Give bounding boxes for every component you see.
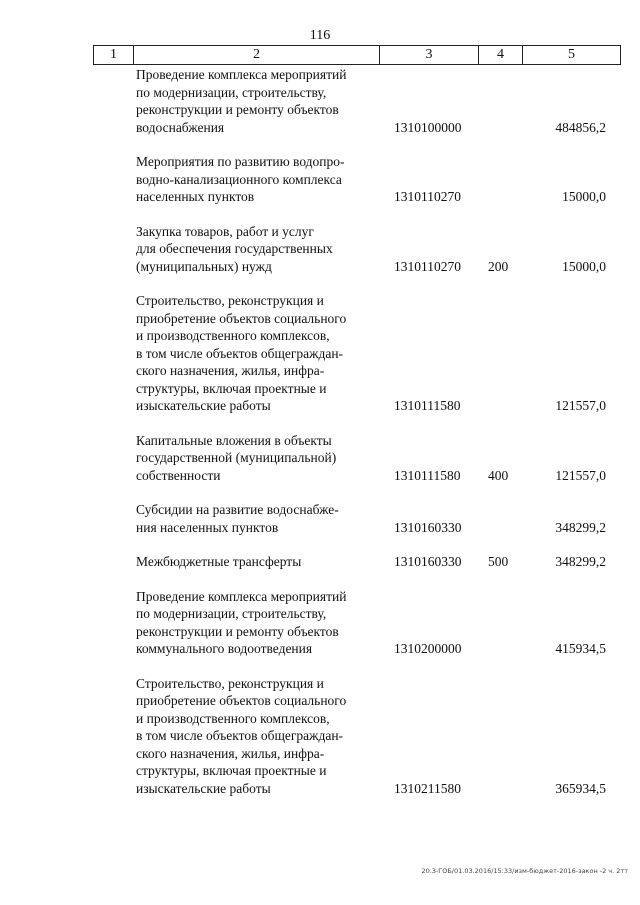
footer-note: 20.3-ГОБ/01.03.2016/15:33/изм-бюджет-2016-закон -2 ч. 2тт (421, 867, 628, 875)
header-col-4: 4 (479, 46, 523, 64)
row-amount: 484856,2 (555, 119, 606, 135)
header-col-5: 5 (523, 46, 621, 64)
description-line: по модернизации, строительству, (136, 84, 327, 100)
row-amount: 121557,0 (555, 467, 606, 483)
row-amount: 121557,0 (555, 398, 606, 413)
description-line: ского назначения, жилья, инфра- (136, 363, 325, 378)
table-row (136, 153, 606, 206)
row-description (136, 588, 377, 658)
row-expense-type: 500 (488, 554, 509, 569)
description-line: (муниципальных) нужд (136, 258, 272, 274)
row-code: 1310200000 (394, 641, 462, 656)
row-code: 1310160330 (394, 519, 462, 535)
row-description (136, 553, 377, 571)
description-line: населенных пунктов (136, 189, 255, 204)
row-code: 1310100000 (394, 119, 462, 135)
description-line: приобретение объектов социального (136, 693, 347, 708)
description-line: в том числе объектов общеграждан- (136, 728, 344, 743)
row-description (136, 66, 377, 136)
description-line: изыскательские работы (136, 780, 271, 796)
description-line: изыскательские работы (136, 398, 271, 413)
description-line: Строительство, реконструкция и (136, 293, 324, 308)
description-line: приобретение объектов социального (136, 310, 347, 326)
description-line: Межбюджетные трансферты (136, 554, 302, 569)
row-description (136, 501, 377, 536)
description-line: государственной (муниципальной) (136, 450, 337, 465)
table-body (136, 66, 606, 814)
row-code: 1310160330 (394, 554, 462, 569)
description-line: ского назначения, жилья, инфра- (136, 745, 325, 761)
description-line: структуры, включая проектные и (136, 380, 327, 396)
header-col-3: 3 (380, 46, 479, 64)
description-line: по модернизации, строительству, (136, 606, 327, 621)
header-col-1: 1 (93, 46, 134, 64)
description-line: реконструкции и ремонту объектов (136, 623, 339, 639)
row-code: 1310111580 (394, 467, 461, 483)
table-row (136, 675, 606, 798)
description-line: коммунального водоотведения (136, 641, 313, 656)
row-description (136, 223, 377, 276)
table-row (136, 553, 606, 571)
page-number: 116 (309, 28, 331, 43)
row-code: 1310211580 (394, 780, 461, 796)
row-description (136, 432, 377, 485)
row-description (136, 675, 377, 798)
description-line: для обеспечения государственных (136, 241, 333, 256)
description-line: и производственного комплексов, (136, 328, 330, 343)
row-amount: 348299,2 (555, 519, 606, 535)
description-line: водоснабжения (136, 119, 225, 135)
table-header (93, 45, 621, 65)
row-code: 1310110270 (394, 189, 461, 204)
description-line: Проведение комплекса мероприятий (136, 67, 347, 82)
description-line: Мероприятия по развитию водопро- (136, 154, 345, 169)
table-row (136, 66, 606, 136)
header-col-2: 2 (134, 46, 380, 64)
description-line: ния населенных пунктов (136, 519, 279, 535)
table-row (136, 223, 606, 276)
row-amount: 415934,5 (555, 641, 606, 656)
row-code: 1310111580 (394, 398, 461, 413)
description-line: реконструкции и ремонту объектов (136, 102, 339, 117)
row-amount: 15000,0 (562, 189, 606, 204)
row-amount: 15000,0 (562, 258, 606, 274)
table-row (136, 432, 606, 485)
row-description (136, 292, 377, 415)
table-row (136, 292, 606, 415)
table-row (136, 588, 606, 658)
row-description (136, 153, 377, 206)
row-amount: 348299,2 (555, 554, 606, 569)
row-amount: 365934,5 (555, 780, 606, 796)
description-line: Закупка товаров, работ и услуг (136, 223, 314, 239)
description-line: и производственного комплексов, (136, 710, 330, 726)
row-expense-type: 200 (488, 258, 509, 274)
description-line: водно-канализационного комплекса (136, 171, 342, 187)
description-line: Субсидии на развитие водоснабже- (136, 502, 339, 517)
description-line: собственности (136, 467, 221, 483)
description-line: в том числе объектов общеграждан- (136, 345, 344, 361)
description-line: Строительство, реконструкция и (136, 675, 324, 691)
description-line: Проведение комплекса мероприятий (136, 588, 347, 604)
row-code: 1310110270 (394, 258, 461, 274)
description-line: структуры, включая проектные и (136, 763, 327, 778)
table-row (136, 501, 606, 536)
row-expense-type: 400 (488, 467, 509, 483)
description-line: Капитальные вложения в объекты (136, 432, 332, 448)
